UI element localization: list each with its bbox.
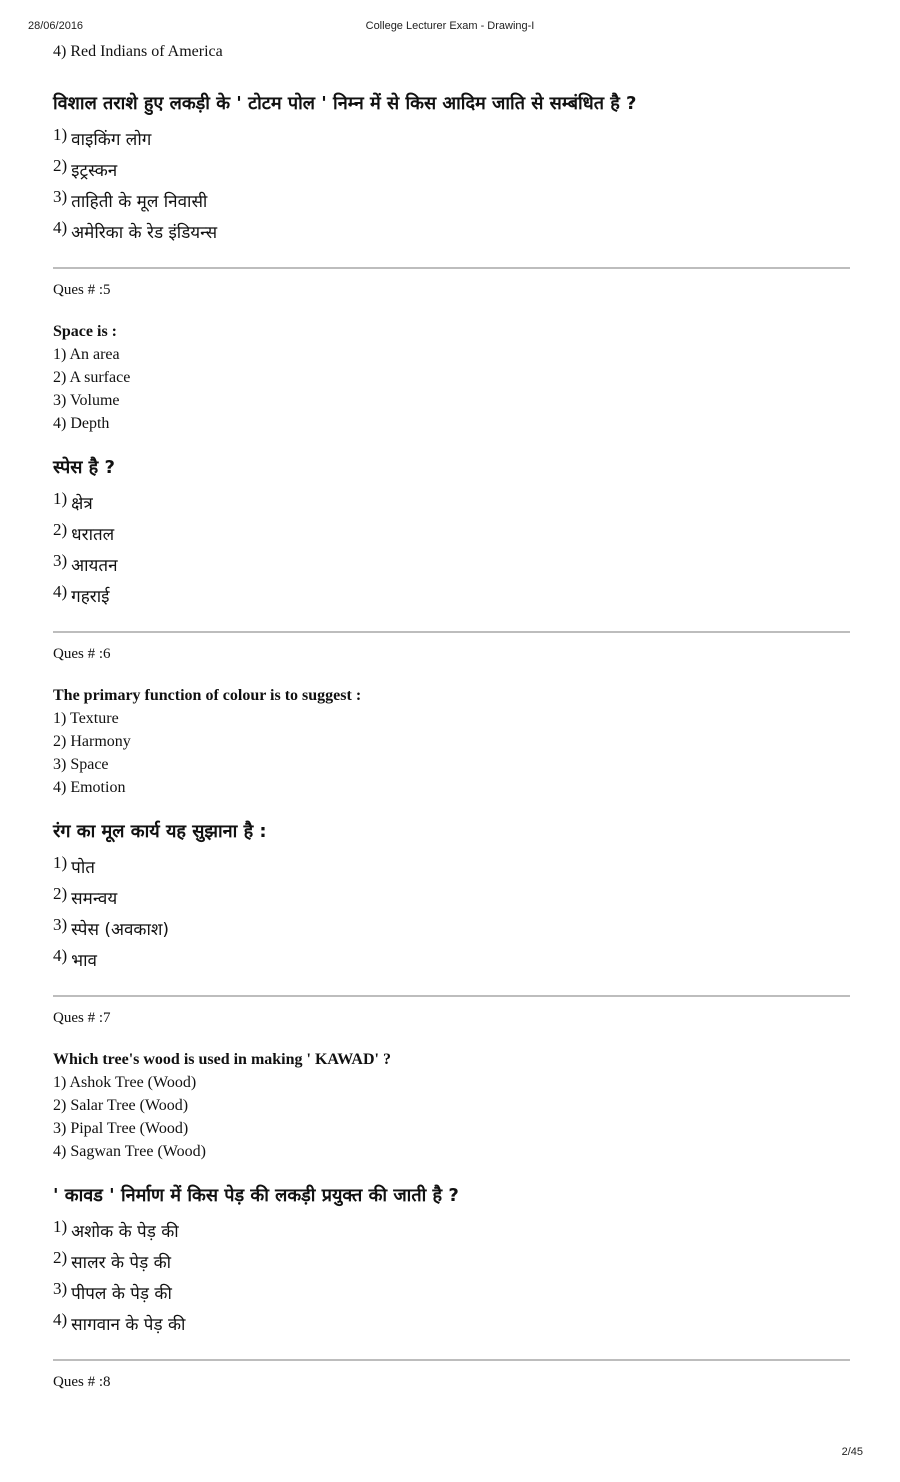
hindi-option: 2) सालर के पेड़ की [53, 1248, 172, 1273]
hindi-question-text: स्पेस है ? [53, 457, 115, 478]
question-divider [53, 995, 850, 997]
question-divider [53, 267, 850, 269]
english-option: 2) Harmony [53, 733, 131, 750]
english-option: 4) Emotion [53, 779, 126, 796]
english-question-text: Space is : [53, 323, 117, 340]
hindi-option: 4) गहराई [53, 582, 110, 607]
page-header [0, 20, 900, 36]
english-option: 1) Ashok Tree (Wood) [53, 1074, 197, 1091]
english-option: 1) An area [53, 346, 120, 363]
english-option: 2) Salar Tree (Wood) [53, 1097, 189, 1114]
page-number: 2/45 [841, 1446, 863, 1458]
hindi-option: 2) समन्वय [53, 884, 118, 909]
question-number: Ques # :5 [53, 282, 111, 298]
english-question-text: Which tree's wood is used in making ' KAWAD' ? [53, 1051, 391, 1068]
hindi-option: 1) क्षेत्र [53, 489, 93, 514]
hindi-question-text: विशाल तराशे हुए लकड़ी के ' टोटम पोल ' निम्न में से किस आदिम जाति से सम्बंधित है ? [53, 93, 637, 114]
hindi-option: 4) सागवान के पेड़ की [53, 1310, 186, 1335]
exam-content [53, 40, 850, 1394]
english-option: 1) Texture [53, 710, 119, 727]
hindi-question-text: ' कावड ' निर्माण में किस पेड़ की लकड़ी प्रयुक्त की जाती है ? [53, 1185, 459, 1206]
carry-over-option: 4) Red Indians of America [53, 43, 223, 60]
hindi-option: 1) पोत [53, 853, 95, 878]
hindi-option: 1) वाइकिंग लोग [53, 125, 152, 150]
hindi-option: 4) अमेरिका के रेड इंडियन्स [53, 218, 218, 243]
question-number: Ques # :7 [53, 1010, 111, 1026]
english-option: 3) Volume [53, 392, 120, 409]
hindi-option: 1) अशोक के पेड़ की [53, 1217, 179, 1242]
question-number: Ques # :6 [53, 646, 111, 662]
hindi-option: 3) आयतन [53, 551, 118, 576]
english-option: 4) Depth [53, 415, 110, 432]
hindi-option: 3) स्पेस (अवकाश) [53, 915, 170, 940]
english-option: 3) Pipal Tree (Wood) [53, 1120, 189, 1137]
hindi-option: 2) धरातल [53, 520, 115, 545]
question-divider [53, 1359, 850, 1361]
hindi-question-text: रंग का मूल कार्य यह सुझाना है : [53, 821, 267, 842]
english-option: 2) A surface [53, 369, 131, 386]
document-title: College Lecturer Exam - Drawing-I [365, 20, 535, 32]
hindi-option: 3) ताहिती के मूल निवासी [53, 187, 208, 212]
question-number: Ques # :8 [53, 1374, 111, 1390]
hindi-option: 3) पीपल के पेड़ की [53, 1279, 172, 1304]
english-question-text: The primary function of colour is to suggest : [53, 687, 362, 704]
english-option: 3) Space [53, 756, 109, 773]
hindi-option: 4) भाव [53, 946, 97, 971]
print-date: 28/06/2016 [28, 20, 84, 32]
hindi-option: 2) इट्रस्कन [53, 156, 118, 181]
english-option: 4) Sagwan Tree (Wood) [53, 1143, 206, 1160]
question-divider [53, 631, 850, 633]
